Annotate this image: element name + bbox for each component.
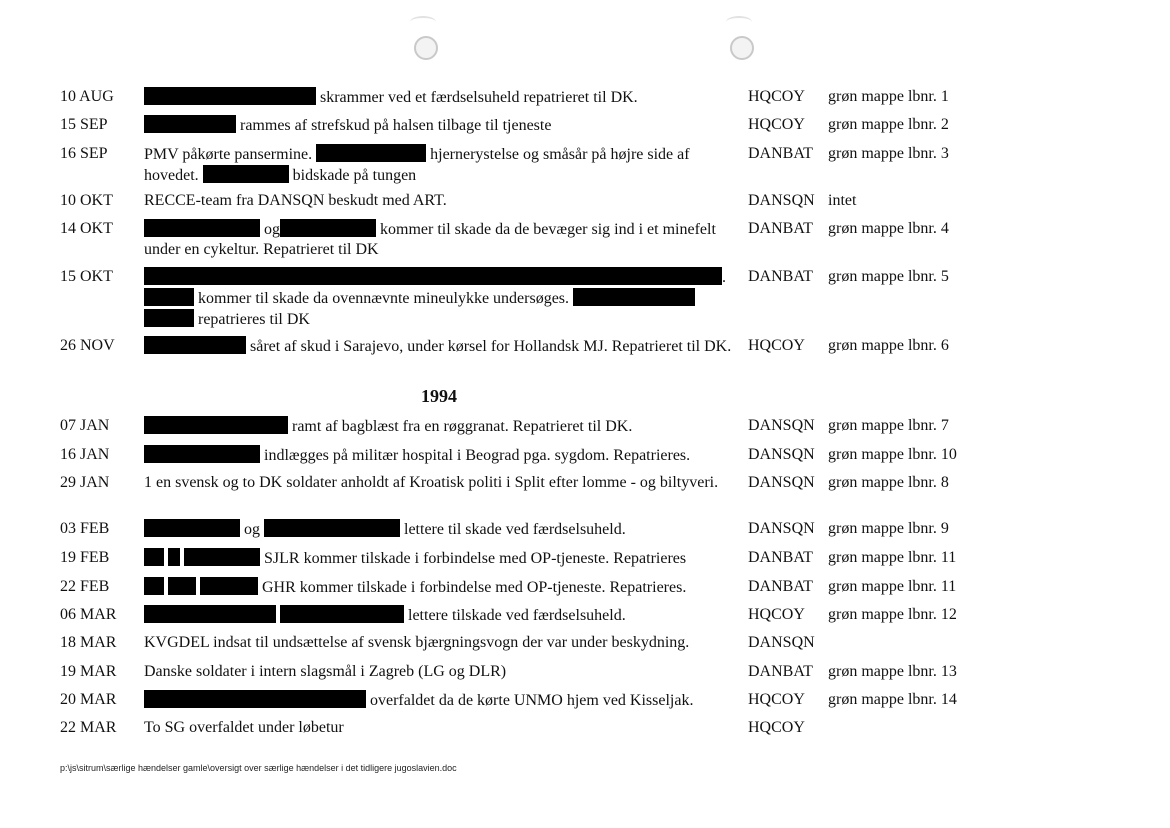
punch-hole-left <box>414 36 438 60</box>
redaction-bar <box>168 548 180 566</box>
event-description: 1 en svensk og to DK soldater anholdt af Kroatisk politi i Split efter lomme - og biltyveri. <box>144 474 719 491</box>
redaction-bar <box>144 445 260 463</box>
event-reference: grøn mappe lbnr. 11 <box>828 549 957 566</box>
event-unit: DANBAT <box>748 663 813 680</box>
event-date: 29 JAN <box>60 474 110 491</box>
event-unit: HQCOY <box>748 337 805 354</box>
event-date: 03 FEB <box>60 520 110 537</box>
event-description: PMV påkørte pansermine. hjernerystelse og småsår på højre side af hovedet. bidskade på tungen <box>144 146 690 184</box>
event-description: GHR kommer tilskade i forbindelse med OP-tjeneste. Repatrieres. <box>144 577 744 598</box>
event-reference: grøn mappe lbnr. 5 <box>828 268 949 285</box>
event-description: lettere tilskade ved færdselsuheld. <box>144 605 744 626</box>
event-date: 07 JAN <box>60 417 110 434</box>
redaction-bar <box>203 165 289 183</box>
event-unit: HQCOY <box>748 606 805 623</box>
event-description: RECCE-team fra DANSQN beskudt med ART. <box>144 192 447 209</box>
event-date: 19 MAR <box>60 663 117 680</box>
event-unit: DANBAT <box>748 145 813 162</box>
redaction-bar <box>144 219 260 237</box>
event-reference: grøn mappe lbnr. 9 <box>828 520 949 537</box>
event-reference: grøn mappe lbnr. 14 <box>828 691 957 708</box>
redaction-bar <box>144 690 366 708</box>
event-unit: DANSQN <box>748 446 815 463</box>
event-unit: HQCOY <box>748 116 805 133</box>
redaction-bar <box>280 219 376 237</box>
event-reference: grøn mappe lbnr. 11 <box>828 578 957 595</box>
event-description: indlægges på militær hospital i Beograd pga. sygdom. Repatrieres. <box>144 445 744 466</box>
redaction-bar <box>144 336 246 354</box>
event-date: 22 MAR <box>60 719 117 736</box>
event-date: 14 OKT <box>60 220 113 237</box>
event-unit: DANSQN <box>748 417 815 434</box>
event-date: 10 AUG <box>60 88 114 105</box>
event-reference: grøn mappe lbnr. 2 <box>828 116 949 133</box>
event-reference: intet <box>828 192 857 209</box>
redaction-bar <box>144 605 276 623</box>
event-date: 16 JAN <box>60 446 110 463</box>
event-date: 19 FEB <box>60 549 110 566</box>
redaction-bar <box>184 548 260 566</box>
event-description: To SG overfaldet under løbetur <box>144 719 344 736</box>
event-reference: grøn mappe lbnr. 6 <box>828 337 949 354</box>
event-description: SJLR kommer tilskade i forbindelse med OP-tjeneste. Repatrieres <box>144 548 744 569</box>
event-description: skrammer ved et færdselsuheld repatrieret til DK. <box>144 87 744 108</box>
event-unit: DANBAT <box>748 220 813 237</box>
redaction-bar <box>144 416 288 434</box>
redaction-bar <box>144 577 164 595</box>
event-date: 15 OKT <box>60 268 113 285</box>
redaction-bar <box>144 115 236 133</box>
event-unit: DANSQN <box>748 520 815 537</box>
punch-hole-right <box>730 36 754 60</box>
event-unit: DANSQN <box>748 192 815 209</box>
event-description: overfaldet da de kørte UNMO hjem ved Kisseljak. <box>144 690 744 711</box>
event-reference: grøn mappe lbnr. 3 <box>828 145 949 162</box>
event-unit: DANBAT <box>748 578 813 595</box>
event-date: 20 MAR <box>60 691 117 708</box>
event-reference: grøn mappe lbnr. 1 <box>828 88 949 105</box>
event-date: 15 SEP <box>60 116 108 133</box>
punch-hole-shadow-left <box>410 16 436 28</box>
punch-hole-shadow-right <box>726 16 752 28</box>
redaction-bar <box>200 577 258 595</box>
redaction-bar <box>144 288 194 306</box>
redaction-bar <box>264 519 400 537</box>
event-reference: grøn mappe lbnr. 4 <box>828 220 949 237</box>
event-unit: DANBAT <box>748 549 813 566</box>
redaction-bar <box>280 605 404 623</box>
event-description: og lettere til skade ved færdselsuheld. <box>144 519 744 540</box>
event-description: Danske soldater i intern slagsmål i Zagreb (LG og DLR) <box>144 663 507 680</box>
redaction-bar <box>144 267 722 285</box>
event-description: såret af skud i Sarajevo, under kørsel for Hollandsk MJ. Repatrieret til DK. <box>144 336 744 357</box>
event-description: og kommer til skade da de bevæger sig ind i et minefelt under en cykeltur. Repatrieret til DK <box>144 221 716 258</box>
event-reference: grøn mappe lbnr. 12 <box>828 606 957 623</box>
event-date: 22 FEB <box>60 578 110 595</box>
footer-file-path: p:\js\sitrum\særlige hændelser gamle\oversigt over særlige hændelser i det tidligere jugoslavien.doc <box>60 763 457 773</box>
event-unit: DANBAT <box>748 268 813 285</box>
event-date: 10 OKT <box>60 192 113 209</box>
event-description: rammes af strefskud på halsen tilbage til tjeneste <box>144 115 744 136</box>
redaction-bar <box>316 144 426 162</box>
redaction-bar <box>144 519 240 537</box>
event-description: . kommer til skade da ovennævnte mineulykke undersøges. repatrieres til DK <box>144 267 744 330</box>
event-unit: HQCOY <box>748 719 805 736</box>
redaction-bar <box>144 87 316 105</box>
event-date: 26 NOV <box>60 337 115 354</box>
redaction-bar <box>168 577 196 595</box>
event-reference: grøn mappe lbnr. 10 <box>828 446 957 463</box>
event-reference: grøn mappe lbnr. 13 <box>828 663 957 680</box>
event-unit: DANSQN <box>748 474 815 491</box>
event-reference: grøn mappe lbnr. 7 <box>828 417 949 434</box>
event-description: KVGDEL indsat til undsættelse af svensk bjærgningsvogn der var under beskydning. <box>144 634 690 651</box>
event-date: 06 MAR <box>60 606 117 623</box>
event-unit: HQCOY <box>748 88 805 105</box>
year-heading: 1994 <box>421 386 457 406</box>
event-unit: DANSQN <box>748 634 815 651</box>
redaction-bar <box>144 548 164 566</box>
event-date: 16 SEP <box>60 145 108 162</box>
event-unit: HQCOY <box>748 691 805 708</box>
event-description: ramt af bagblæst fra en røggranat. Repatrieret til DK. <box>144 416 744 437</box>
event-reference: grøn mappe lbnr. 8 <box>828 474 949 491</box>
event-date: 18 MAR <box>60 634 117 651</box>
redaction-bar <box>144 309 194 327</box>
redaction-bar <box>573 288 695 306</box>
